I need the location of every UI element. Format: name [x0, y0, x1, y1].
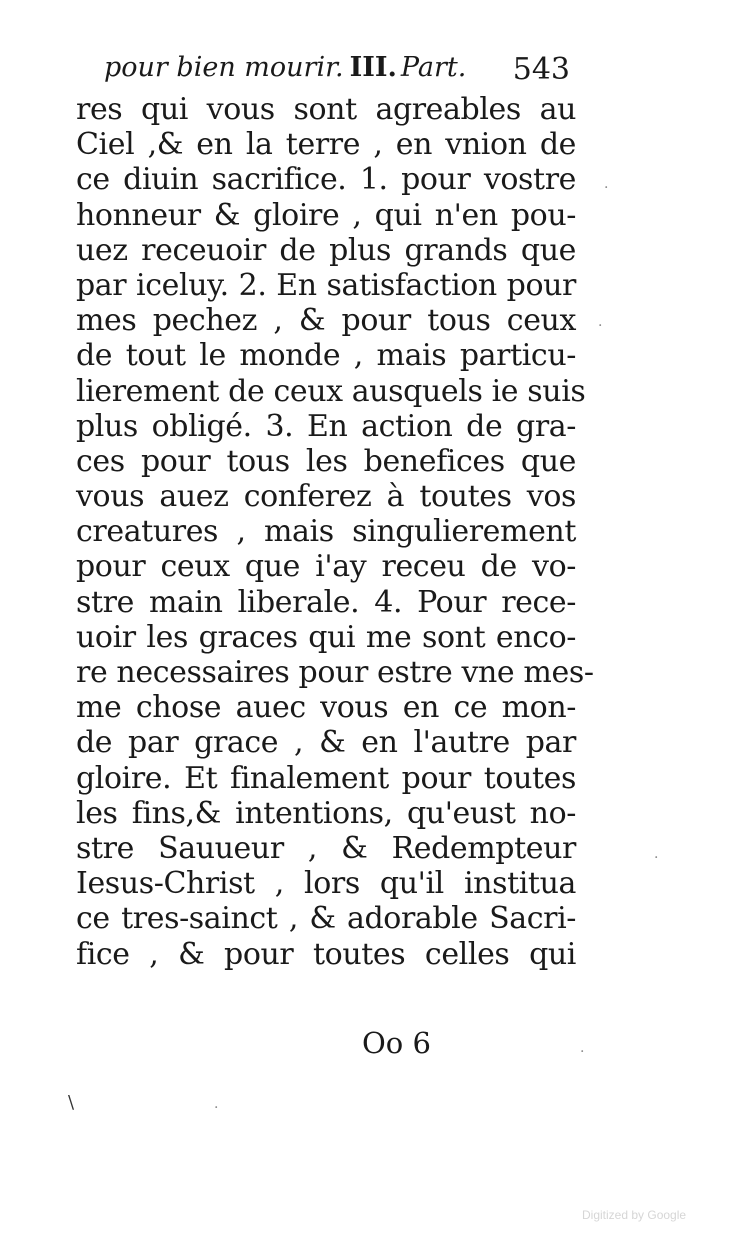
- text-line: ce tres-sainct , & adorable Sacri-: [76, 901, 576, 937]
- signature-mark: Oo 6: [362, 1026, 431, 1060]
- ink-speck: ·: [580, 1044, 585, 1060]
- running-title: pour bien mourir.: [104, 52, 344, 83]
- body-text: [76, 92, 594, 972]
- page-number: 543: [512, 52, 570, 87]
- text-line: uoir les graces qui me sont enco-: [76, 619, 576, 655]
- text-line: Ciel ,& en la terre , en vnion de: [76, 127, 576, 163]
- text-line: vous auez conferez à toutes vos: [76, 479, 576, 515]
- text-line: par iceluy. 2. En satisfaction pour: [76, 267, 576, 303]
- text-line: de tout le monde , mais particu-: [76, 338, 576, 374]
- part-label: Part.: [400, 52, 467, 83]
- running-header: [104, 52, 570, 92]
- ink-speck: ·: [604, 180, 609, 196]
- part-number: III.: [349, 52, 397, 83]
- text-line: creatures , mais singulierement: [76, 514, 576, 550]
- text-line: pour ceux que i'ay receu de vo-: [76, 549, 576, 585]
- text-line: gloire. Et finalement pour toutes: [76, 760, 576, 796]
- text-line: de par grace , & en l'autre par: [76, 725, 576, 761]
- text-line: Iesus-Christ , lors qu'il institua: [76, 866, 576, 902]
- text-line: ces pour tous les benefices que: [76, 443, 576, 479]
- text-line: plus obligé. 3. En action de gra-: [76, 408, 576, 444]
- text-line: mes pechez , & pour tous ceux: [76, 303, 576, 339]
- ink-speck: ·: [598, 318, 603, 334]
- text-line: stre main liberale. 4. Pour rece-: [76, 584, 576, 620]
- text-line: uez receuoir de plus grands que: [76, 232, 576, 268]
- text-line: me chose auec vous en ce mon-: [76, 690, 576, 726]
- text-line: les fins,& intentions, qu'eust no-: [76, 795, 576, 831]
- stray-ink-mark: \: [68, 1092, 75, 1113]
- ink-speck: ·: [214, 1100, 219, 1116]
- text-line: res qui vous sont agreables au: [76, 92, 576, 127]
- text-line: ce diuin sacrifice. 1. pour vostre: [76, 162, 576, 198]
- watermark: Digitized by Google: [582, 1208, 687, 1222]
- text-line: lierement de ceux ausquels ie suis: [76, 373, 586, 409]
- text-line: re necessaires pour estre vne mes-: [76, 655, 594, 690]
- text-line: stre Sauueur , & Redempteur: [76, 830, 576, 866]
- text-line: fice , & pour toutes celles qui: [76, 936, 576, 972]
- ink-speck: ·: [654, 850, 659, 866]
- text-line: honneur & gloire , qui n'en pou-: [76, 197, 576, 233]
